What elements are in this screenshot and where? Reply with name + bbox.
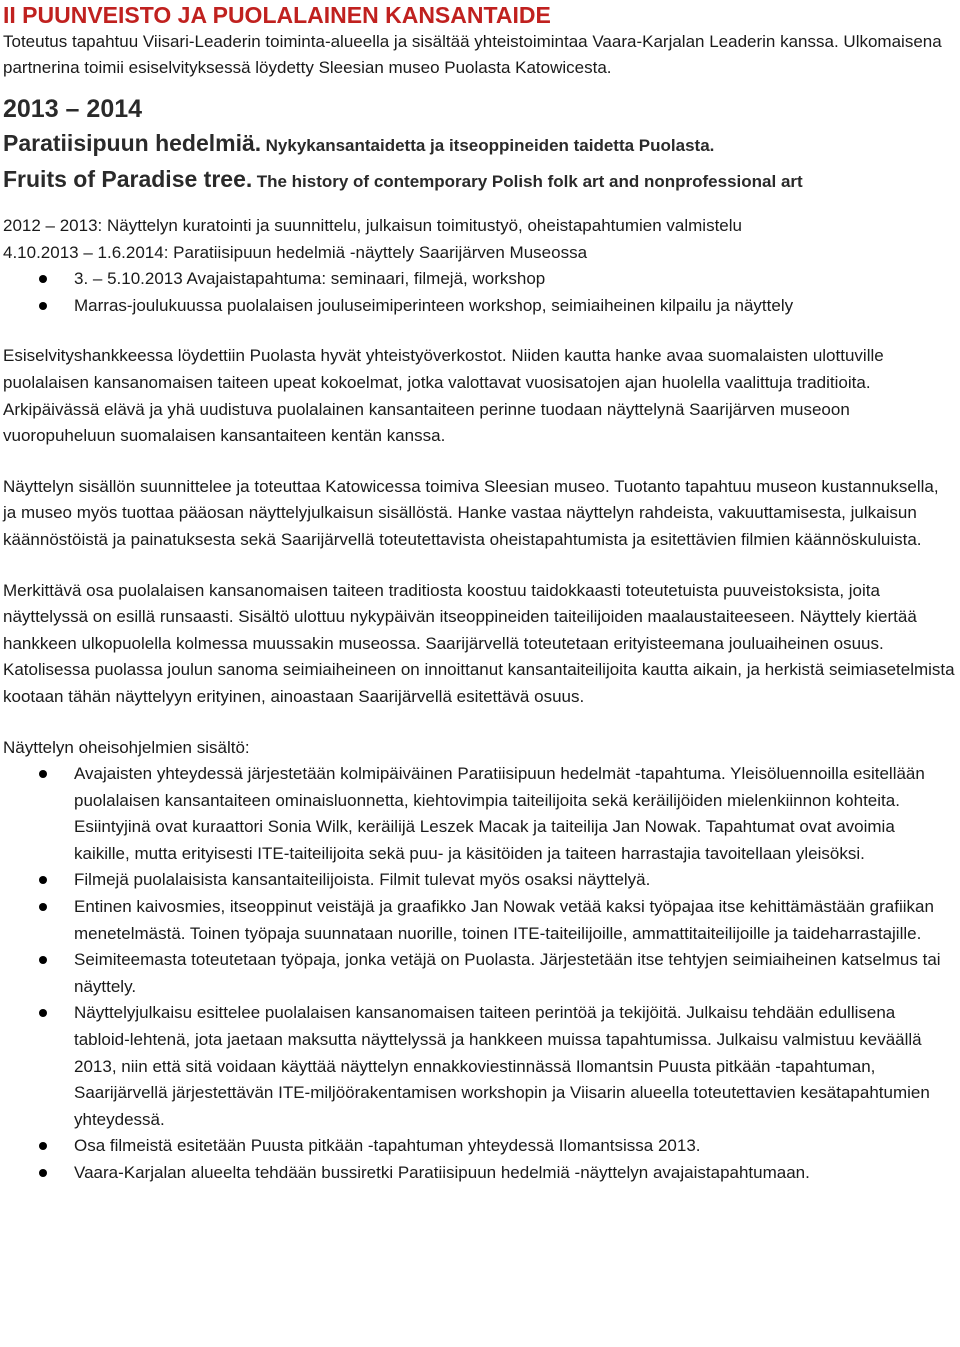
schedule-list bbox=[3, 266, 955, 319]
exhibition-name-en: Fruits of Paradise tree. bbox=[3, 166, 253, 192]
list-item: Filmejä puolalaisista kansantaiteilijoista. Filmit tulevat myös osaksi näyttelyä. bbox=[3, 867, 955, 894]
exhibition-name-fi: Paratiisipuun hedelmiä. bbox=[3, 130, 262, 156]
list-item: Avajaisten yhteydessä järjestetään kolmipäiväinen Paratiisipuun hedelmät -tapahtuma. Yleisöluennoilla esitellään puolalaisen kansantaiteen ominaisluonnetta, kiehtovimpia taiteilijoita sekä keräilijöiden mielenkiinnon kohteita. Esiintyjinä ovat kuraattori Sonia Wilk, keräilijä Leszek Macak ja taiteilija Jan Nowak. Tapahtumat ovat avoimia kaikille, mutta erityisesti ITE-taiteilijoita sekä puu- ja käsitöiden ja taiteen harrastajia tavoitellaan yleisöksi. bbox=[3, 761, 955, 867]
schedule-line-2: 4.10.2013 – 1.6.2014: Paratiisipuun hedelmiä -näyttely Saarijärven Museossa bbox=[3, 242, 588, 262]
list-item: Vaara-Karjalan alueelta tehdään bussiretki Paratiisipuun hedelmiä -näyttelyn avajaistapahtumaan. bbox=[3, 1160, 955, 1187]
exhibition-subtitle-fi: Nykykansantaidetta ja itseoppineiden taidetta Puolasta. bbox=[265, 136, 715, 155]
program-list bbox=[3, 761, 955, 1187]
exhibition-title-en bbox=[3, 163, 955, 199]
schedule-line-1: 2012 – 2013: Näyttelyn kuratointi ja suunnittelu, julkaisun toimitustyö, oheistapahtumien valmistelu bbox=[3, 216, 742, 235]
list-item: Marras-joulukuussa puolalaisen jouluseimiperinteen workshop, seimiaiheinen kilpailu ja näyttely bbox=[3, 293, 955, 320]
project-years: 2013 – 2014 bbox=[3, 95, 143, 123]
paragraph-content-planning: Näyttelyn sisällön suunnittelee ja toteuttaa Katowicessa toimiva Sleesian museo. Tuotanto tapahtuu museon kustannuksella, ja museo myös tuottaa pääosan näyttelyjulkaisun sisällöstä. Hanke vastaa näyttelyn rahdeista, vakuuttamisesta, julkaisun käännöstöistä ja painatuksesta sekä Saarijärvellä toteutettavista oheistapahtumista ja esitettävien filmien käännöskuluista. bbox=[3, 476, 939, 549]
paragraph-networks: Esiselvityshankkeessa löydettiin Puolasta hyvät yhteistyöverkostot. Niiden kautta hanke avaa suomalaisten ulottuville puolalaisen kansanomaisen taiteen upeat kokoelmat, jotka valottavat vuosisatojen ajan huolella vaalittuja traditioita. Arkipäivässä elävä ja yhä uudistuva puolalainen kansantaiteen perinne tuodaan näyttelynä Saarijärven museoon vuoropuheluun suomalaisen kansantaiteen kentän kanssa. bbox=[3, 346, 884, 446]
list-item: Entinen kaivosmies, itseoppinut veistäjä ja graafikko Jan Nowak vetää kaksi työpajaa itse kehittämästään grafiikan menetelmästä. Toinen työpaja suunnataan nuorille, toinen ITE-taiteilijoille, ammattitaiteilijoille ja taideharrastajille. bbox=[3, 894, 955, 947]
paragraph-wood-sculpture: Merkittävä osa puolalaisen kansanomaisen taiteen traditiosta koostuu taidokkaasti toteutetuista puuveistoksista, joita näyttelyssä on esillä runsaasti. Sisältö ulottuu nykypäivän itseoppineiden taiteilijoiden maalaustaiteeseen. Näyttely kiertää hankkeen ulkopuolella kolmessa muussakin museossa. Saarijärvellä toteutetaan erityisteemana jouluaiheinen osuus. Katolisessa puolassa joulun sanoma seimiaiheineen on innoittanut kansantaiteilijoita kautta aikain, ja herkistä seimiasetelmista kootaan tähän näyttelyyn erityinen, ainoastaan Saarijärvellä esitettävä osuus. bbox=[3, 580, 955, 706]
list-item: 3. – 5.10.2013 Avajaistapahtuma: seminaari, filmejä, workshop bbox=[3, 266, 955, 293]
page-title: II PUUNVEISTO JA PUOLALAINEN KANSANTAIDE bbox=[3, 2, 551, 28]
list-item: Näyttelyjulkaisu esittelee puolalaisen kansanomaisen taiteen perintöä ja tekijöitä. Julkaisu tehdään edullisena tabloid-lehtenä, jota jaetaan maksutta näyttelyssä ja hankkeen muissa tapahtumissa. Julkaisu valmistuu keväällä 2013, niin että sitä voidaan käyttää näyttelyn ennakkoviestinnässä Ilomantsin Puusta pitkään -tapahtuman, Saarijärvellä järjestettävän ITE-miljöörakentamisen workshopin ja Viisarin alueella toteutettavien kesätapahtumien yhteydessä. bbox=[3, 1000, 955, 1133]
list-item: Seimiteemasta toteutetaan työpaja, jonka vetäjä on Puolasta. Järjestetään itse tehtyjen seimiaiheinen katselmus tai näyttely. bbox=[3, 947, 955, 1000]
program-heading: Näyttelyn oheisohjelmien sisältö: bbox=[3, 737, 250, 757]
list-item: Osa filmeistä esitetään Puusta pitkään -tapahtuman yhteydessä Ilomantsissa 2013. bbox=[3, 1133, 955, 1160]
exhibition-subtitle-en: The history of contemporary Polish folk art and nonprofessional art bbox=[256, 172, 803, 191]
intro-paragraph: Toteutus tapahtuu Viisari-Leaderin toiminta-alueella ja sisältää yhteistoimintaa Vaara-Karjalan Leaderin kanssa. Ulkomaisena partnerina toimii esiselvityksessä löydetty Sleesian museo Puolasta Katowicesta. bbox=[3, 32, 942, 77]
exhibition-title-fi bbox=[3, 129, 955, 161]
